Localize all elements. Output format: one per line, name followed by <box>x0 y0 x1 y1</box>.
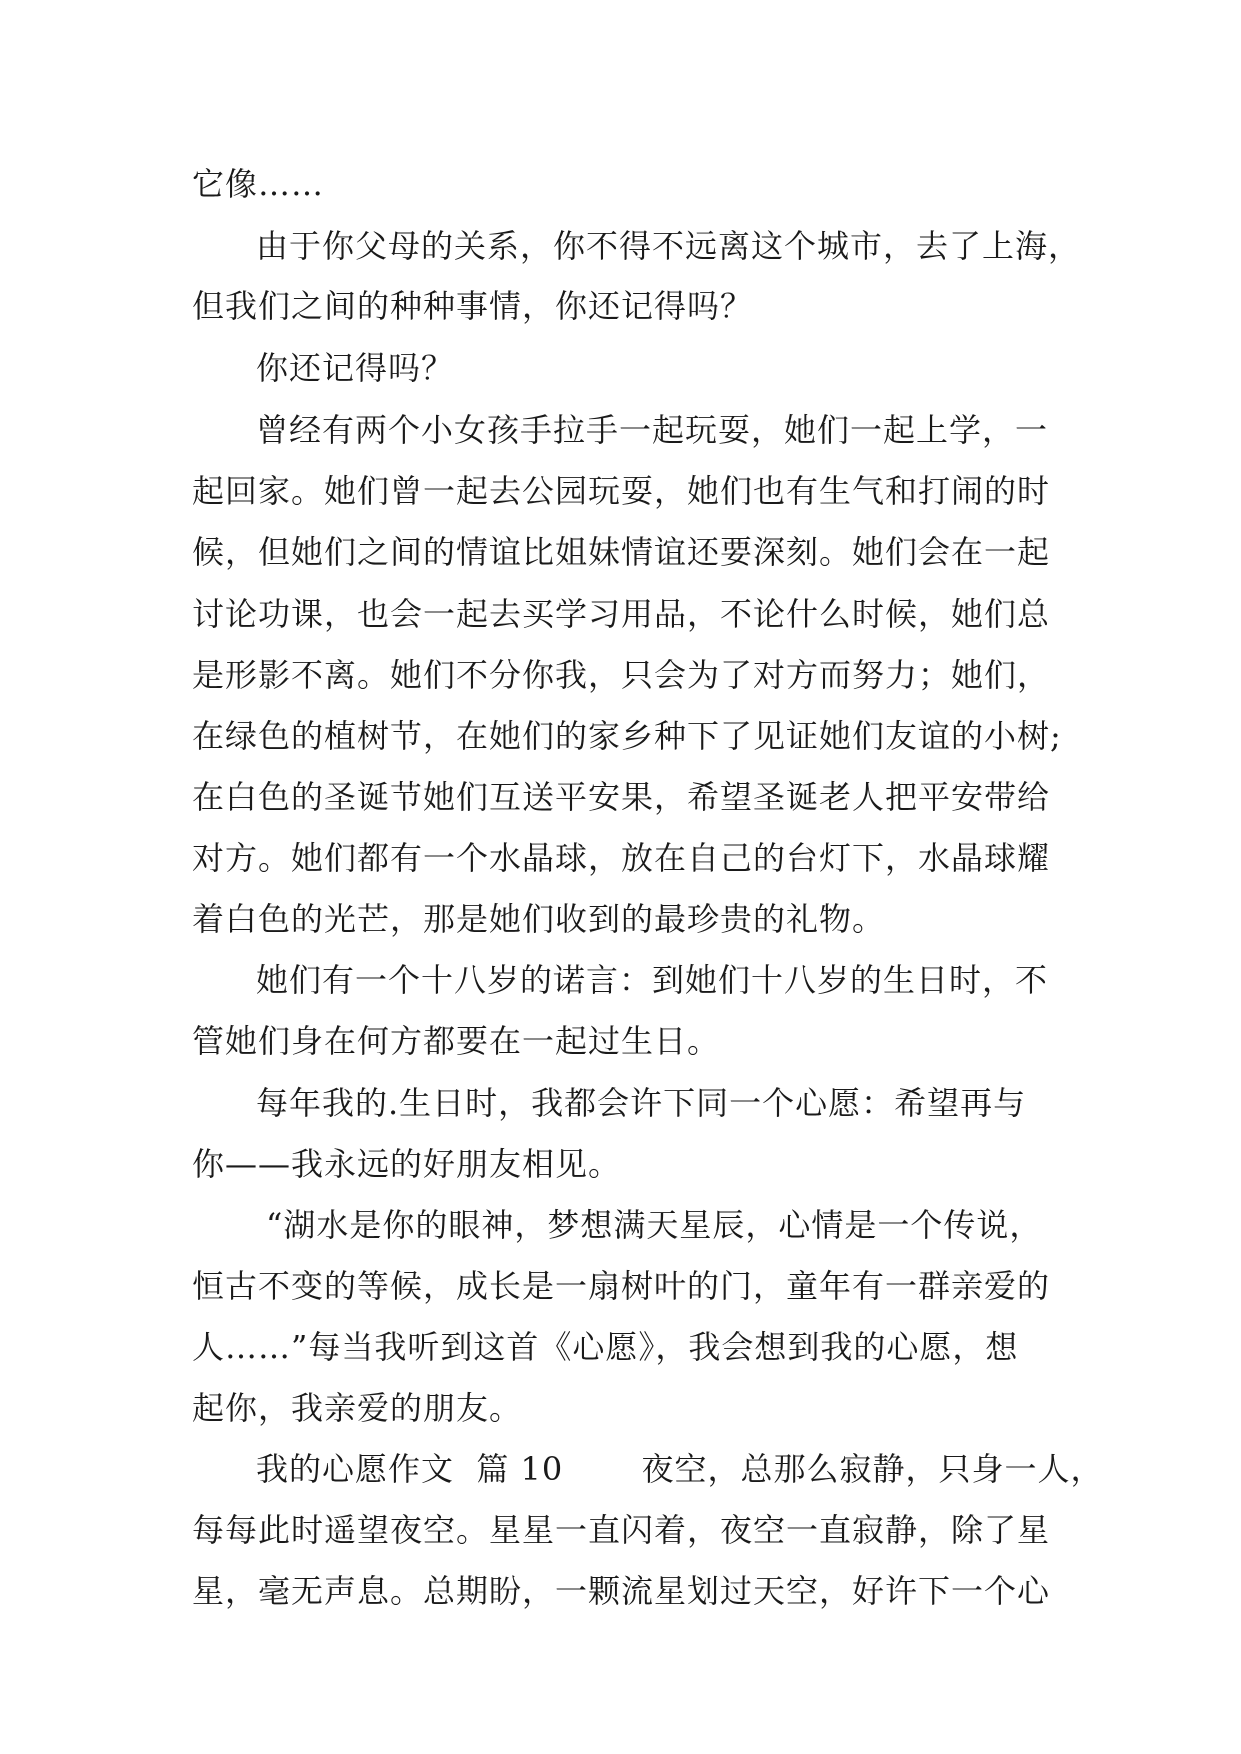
text-line: 由于你父母的关系，你不得不远离这个城市，去了上海， <box>256 227 1082 265</box>
text-line: 在绿色的植树节，在她们的家乡种下了见证她们友谊的小树; <box>192 717 1062 755</box>
text-line: 她们有一个十八岁的诺言：到她们十八岁的生日时，不 <box>256 961 1049 999</box>
text-line: 但我们之间的种种事情，你还记得吗？ <box>192 287 754 325</box>
text-line: 我的心愿作文 篇 10 夜空，总那么寂静，只身一人， <box>256 1450 1104 1488</box>
text-line: 是形影不离。她们不分你我，只会为了对方而努力；她们， <box>192 656 1051 694</box>
text-line: 每每此时遥望夜空。星星一直闪着，夜空一直寂静，除了星 <box>192 1511 1051 1549</box>
text-line: 你还记得吗？ <box>256 349 455 387</box>
text-line: 候，但她们之间的情谊比姐妹情谊还要深刻。她们会在一起 <box>192 533 1051 571</box>
text-line: 在白色的圣诞节她们互送平安果，希望圣诞老人把平安带给 <box>192 778 1051 816</box>
text-line: 恒古不变的等候，成长是一扇树叶的门，童年有一群亲爱的 <box>192 1267 1051 1305</box>
text-line: 着白色的光芒，那是她们收到的最珍贵的礼物。 <box>192 900 886 938</box>
text-line: 每年我的.生日时，我都会许下同一个心愿：希望再与 <box>256 1084 1027 1122</box>
text-line: 星，毫无声息。总期盼，一颗流星划过天空，好许下一个心 <box>192 1572 1051 1610</box>
text-line: 起回家。她们曾一起去公园玩耍，她们也有生气和打闹的时 <box>192 472 1051 510</box>
text-line: 你——我永远的好朋友相见。 <box>192 1145 622 1183</box>
text-line: “湖水是你的眼神，梦想满天星辰，心情是一个传说， <box>266 1206 1043 1244</box>
text-line: 它像…… <box>192 165 325 203</box>
text-line: 曾经有两个小女孩手拉手一起玩耍，她们一起上学，一 <box>256 411 1049 449</box>
text-line: 起你，我亲爱的朋友。 <box>192 1389 523 1427</box>
text-line: 对方。她们都有一个水晶球，放在自己的台灯下，水晶球耀 <box>192 839 1051 877</box>
text-line: 人……”每当我听到这首《心愿》，我会想到我的心愿，想 <box>192 1328 1019 1366</box>
text-line: 讨论功课，也会一起去买学习用品，不论什么时候，她们总 <box>192 595 1051 633</box>
text-line: 管她们身在何方都要在一起过生日。 <box>192 1022 721 1060</box>
